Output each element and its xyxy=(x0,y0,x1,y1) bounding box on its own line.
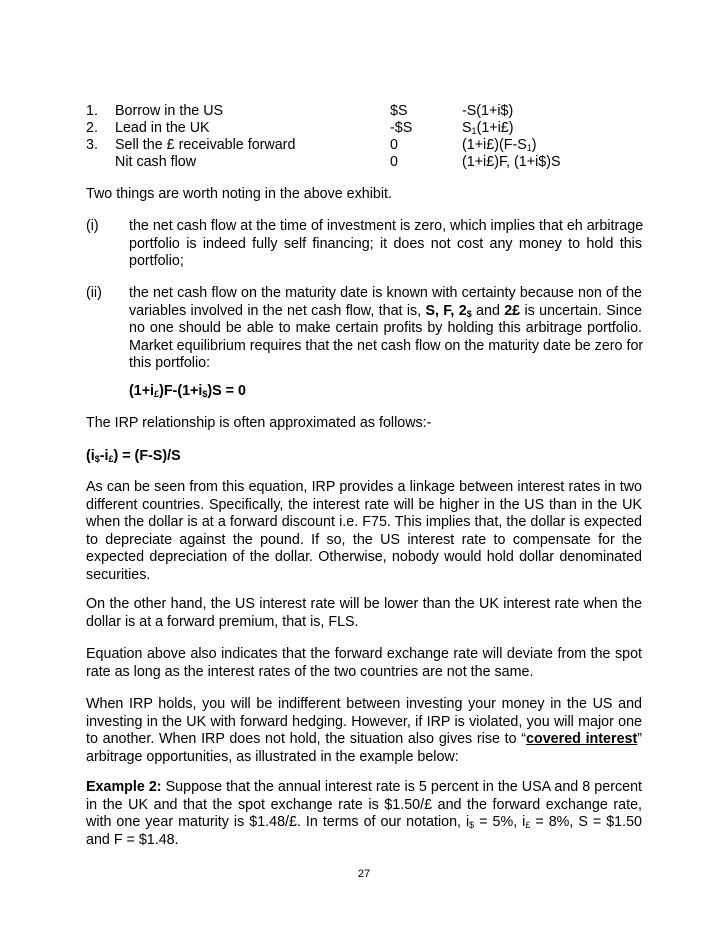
row-col2: $(1+i£)(F-S_1)$ xyxy=(462,137,537,153)
item-ii-body: the net cash flow on the maturity date is known with certainty because non of the variables involved in the net cash flow, that is, S, F, $2_{\$}$ and 2£ is uncertain. Since no one should be able to make certain profits by holding this arbitrage portfolio. Market equilibrium requires that the net cash flow on the maturity date be zero for this portfolio: xyxy=(129,285,644,371)
row-label: Lead in the UK xyxy=(115,120,210,136)
equation-irp-approx: $(i_{\$}-i_£) = (F-S)/S$ xyxy=(86,448,181,464)
row-col1: 0 xyxy=(390,137,398,153)
paragraph-irp-holds: When IRP holds, you will be indifferent between investing your money in the US and investing in the UK with forward hedging. However, if IRP is violated, you will major one to another. When IRP does not hold, the situation also gives rise to “covered interest” arbitrage opportunities, as illustrated in the example below: xyxy=(86,696,642,765)
paragraph-linkage: As can be seen from this equation, IRP provides a linkage between interest rates in two different countries. Specifically, the interest rate will be higher in the US than in the UK when the dollar is at a forward discount i.e. F75. This implies that, the dollar is expected to depreciate against the pound. If so, the US interest rate to compensate for the expected depreciation of the dollar. Otherwise, nobody would hold dollar denominated securities. xyxy=(86,479,642,583)
row-col1: $S xyxy=(390,103,408,119)
row-col1: 0 xyxy=(390,154,398,170)
row-col2: -S(1+i$) xyxy=(462,103,514,119)
item-i-body: the net cash flow at the time of investment is zero, which implies that eh arbitrage portfolio is indeed fully self financing; it does not cost any money to hold this portfolio; xyxy=(129,218,644,269)
equation-arbitrage: $(1+i_£)F-(1+i_{\$})S = 0$ xyxy=(129,383,246,399)
intro-text: Two things are worth noting in the above exhibit. xyxy=(86,186,392,202)
item-i-number: (i) xyxy=(86,218,99,234)
row-num: 1. xyxy=(86,103,98,119)
row-col2: $S_1(1+i£)$ xyxy=(462,120,514,136)
row-label: Sell the £ receivable forward xyxy=(115,137,296,153)
paragraph-example: Example 2: Suppose that the annual interest rate is 5 percent in the USA and 8 percent in the UK and that the spot exchange rate is $1.50/£ and the forward exchange rate, with one year maturity is $1.48/£. In terms of our notation, $i_{\$} = 5\%$, $i_£ = 8\%$, S = $1.50 and F = $1.48. xyxy=(86,779,642,848)
approx-text: The IRP relationship is often approximated as follows:- xyxy=(86,415,432,431)
row-col2: (1+i£)F, (1+i$)S xyxy=(462,154,561,170)
row-col1: -$S xyxy=(390,120,413,136)
row-num: 2. xyxy=(86,120,98,136)
item-ii-number: (ii) xyxy=(86,285,102,301)
paragraph-premium: On the other hand, the US interest rate will be lower than the UK interest rate when the dollar is at a forward premium, that is, FLS. xyxy=(86,596,642,630)
row-label: Nit cash flow xyxy=(115,154,197,170)
paragraph-forward-rate: Equation above also indicates that the forward exchange rate will deviate from the spot rate as long as the interest rates of the two countries are not the same. xyxy=(86,646,642,680)
page-number: 27 xyxy=(357,868,371,880)
row-num: 3. xyxy=(86,137,98,153)
row-label: Borrow in the US xyxy=(115,103,224,119)
